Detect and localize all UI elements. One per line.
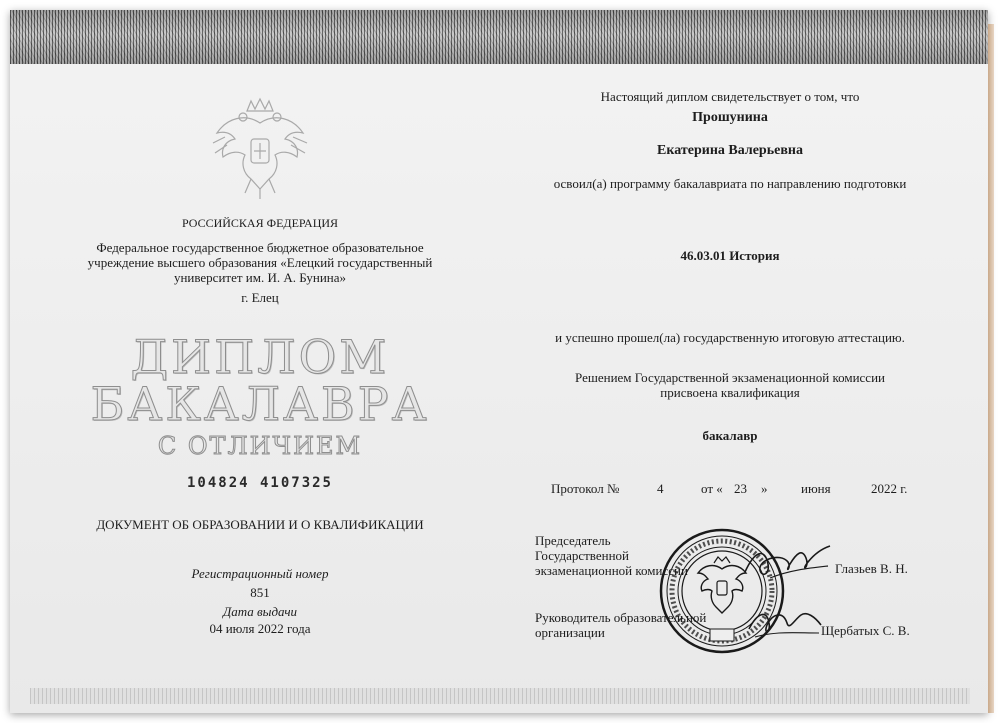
institution-line-3: университет им. И. А. Бунина» [173, 270, 347, 285]
intro-text: Настоящий диплом свидетельствует о том, что [600, 89, 860, 104]
title-line-1: ДИПЛОМ [130, 330, 390, 384]
institution-line-2: учреждение высшего образования «Елецкий государственный [87, 255, 433, 270]
protocol-day: 23 [734, 481, 747, 496]
registration-label: Регистрационный номер [191, 566, 329, 581]
graduate-given-names: Екатерина Валерьевна [657, 143, 803, 158]
serial-number: 104824 4107325 [186, 475, 333, 491]
protocol-month: июня [801, 481, 831, 496]
protocol-close-quote: » [761, 481, 768, 496]
document-type: ДОКУМЕНТ ОБ ОБРАЗОВАНИИ И О КВАЛИФИКАЦИИ [96, 517, 424, 532]
title-line-3: С ОТЛИЧИЕМ [157, 432, 363, 460]
registration-number: 851 [250, 585, 270, 600]
chair-signature-icon [740, 540, 835, 585]
security-pattern-band [10, 10, 988, 64]
chair-name: Глазьев В. Н. [835, 561, 908, 576]
institution-name [80, 240, 440, 285]
protocol-label: Протокол № [551, 481, 620, 496]
attestation-text: и успешно прошел(ла) государственную итоговую аттестацию. [555, 330, 905, 345]
decision-line-1: Решением Государственной экзаменационной комиссии [575, 370, 885, 385]
head-signature-icon [745, 603, 825, 643]
decision-text [540, 370, 920, 400]
chair-line-3: экзаменационной комиссии [535, 563, 688, 578]
program-text: освоил(а) программу бакалавриата по направлению подготовки [553, 176, 907, 191]
issue-date-label: Дата выдачи [222, 604, 298, 619]
issue-date: 04 июля 2022 года [209, 621, 311, 636]
double-headed-eagle-emblem-icon [205, 93, 315, 203]
protocol-year: 2022 г. [871, 481, 908, 496]
chair-line-1: Председатель [535, 533, 611, 548]
protocol-number: 4 [657, 481, 664, 496]
decision-line-2: присвоена квалификация [660, 385, 800, 400]
graduate-surname: Прошунина [692, 110, 768, 125]
program-name: 46.03.01 История [680, 248, 780, 263]
country-name: РОССИЙСКАЯ ФЕДЕРАЦИЯ [181, 216, 339, 230]
bottom-pattern-band [30, 688, 970, 704]
chair-line-2: Государственной [535, 548, 630, 563]
head-line-1: Руководитель образовательной [535, 610, 707, 625]
head-name: Щербатых С. В. [821, 623, 910, 638]
city: г. Елец [241, 290, 279, 305]
head-line-2: организации [535, 625, 605, 640]
institution-line-1: Федеральное государственное бюджетное образовательное [96, 240, 424, 255]
qualification: бакалавр [702, 428, 758, 443]
title-line-2: БАКАЛАВРА [90, 377, 430, 431]
protocol-from: от « [701, 481, 723, 496]
